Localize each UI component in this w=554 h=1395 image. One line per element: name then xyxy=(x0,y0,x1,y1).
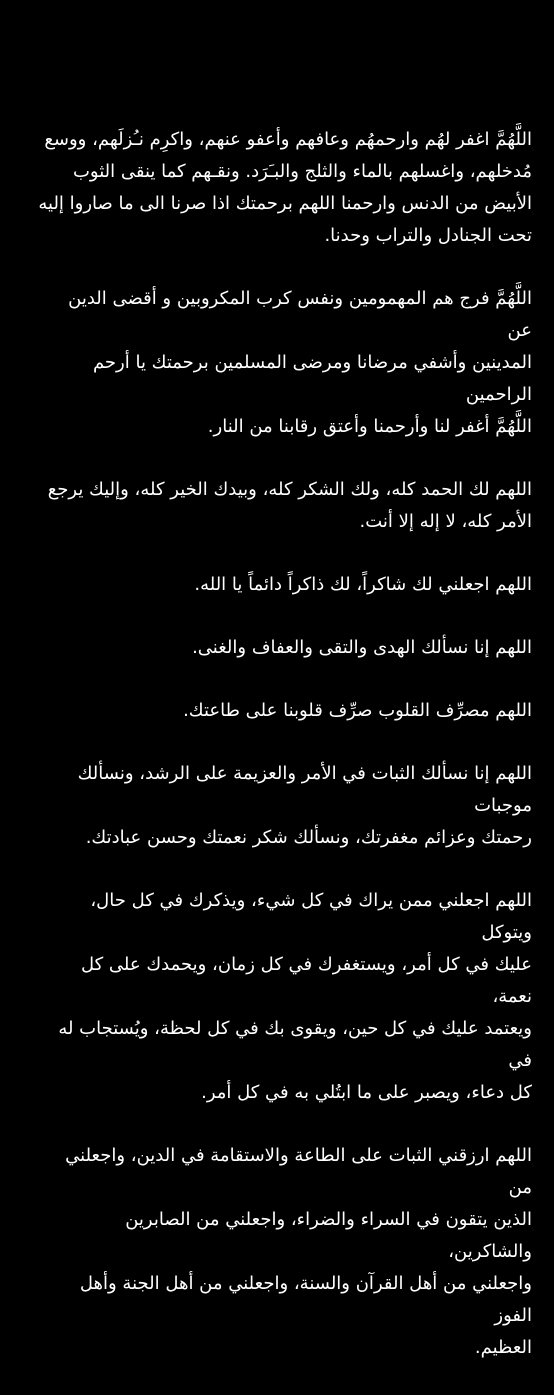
note-paragraph-4: اللهم اجعلني لك شاكراً، لك ذاكراً دائماً يا الله. xyxy=(194,574,532,595)
note-paragraph-3: اللهم لك الحمد كله، ولك الشكر كله، وبيدك الخير كله، وإليك يرجع الأمر كله، لا إله إلا أنت. xyxy=(47,479,532,532)
note-paragraph-2: اللَّهُمَّ فرج هم المهمومين ونفس كرب المكروبين و أقضى الدين عن المدينين وأشفي مرضانا ومرضى المسلمين برحمتك يا أرحم الراحمين اللَّهُمَّ أغفر لنا وأرحمنا وأعتق رقابنا من النار. xyxy=(68,288,532,437)
note-paragraph-6: اللهم مصرِّف القلوب صرِّف قلوبنا على طاعتك. xyxy=(183,700,532,721)
note-text xyxy=(38,124,532,1395)
note-paragraph-5: اللهم إنا نسألك الهدى والتقى والعفاف والغنى. xyxy=(192,637,532,658)
note-paragraph-1: اللَّهُمَّ اغفر لهُم وارحمهُم وعافهم وأعفو عنهم، واكرِم نـُزلَهم، ووسع مُدخلهم، واغسلهم بالماء والثلج والبـَرَد. ونقـهم كما ينقى الثوب الأبيض من الدنس وارحمنا اللهم برحمتك اذا صرنا الى ما صاروا إليه تحت الجنادل والتراب وحدنا. xyxy=(38,129,532,246)
note-paragraph-7: اللهم إنا نسألك الثبات في الأمر والعزيمة على الرشد، ونسألك موجبات رحمتك وعزائم مغفرتك، ونسألك شكر نعمتك وحسن عبادتك. xyxy=(77,763,532,848)
note-paragraph-8: اللهم اجعلني ممن يراك في كل شيء، ويذكرك في كل حال، ويتوكل عليك في كل أمر، ويستغفرك في كل زمان، ويحمدك على كل نعمة، ويعتمد عليك في كل حين، ويقوى بك في كل لحظة، ويُستجاب له في كل دعاء، ويصبر على ما ابتُلي به في كل أمر. xyxy=(58,890,532,1103)
note-paragraph-9: اللهم ارزقني الثبات على الطاعة والاستقامة في الدين، واجعلني من الذين يتقون في السراء والضراء، واجعلني من الصابرين والشاكرين، واجعلني من أهل القرآن والسنة، واجعلني من أهل الجنة وأهل الفوز العظيم. xyxy=(65,1145,532,1358)
